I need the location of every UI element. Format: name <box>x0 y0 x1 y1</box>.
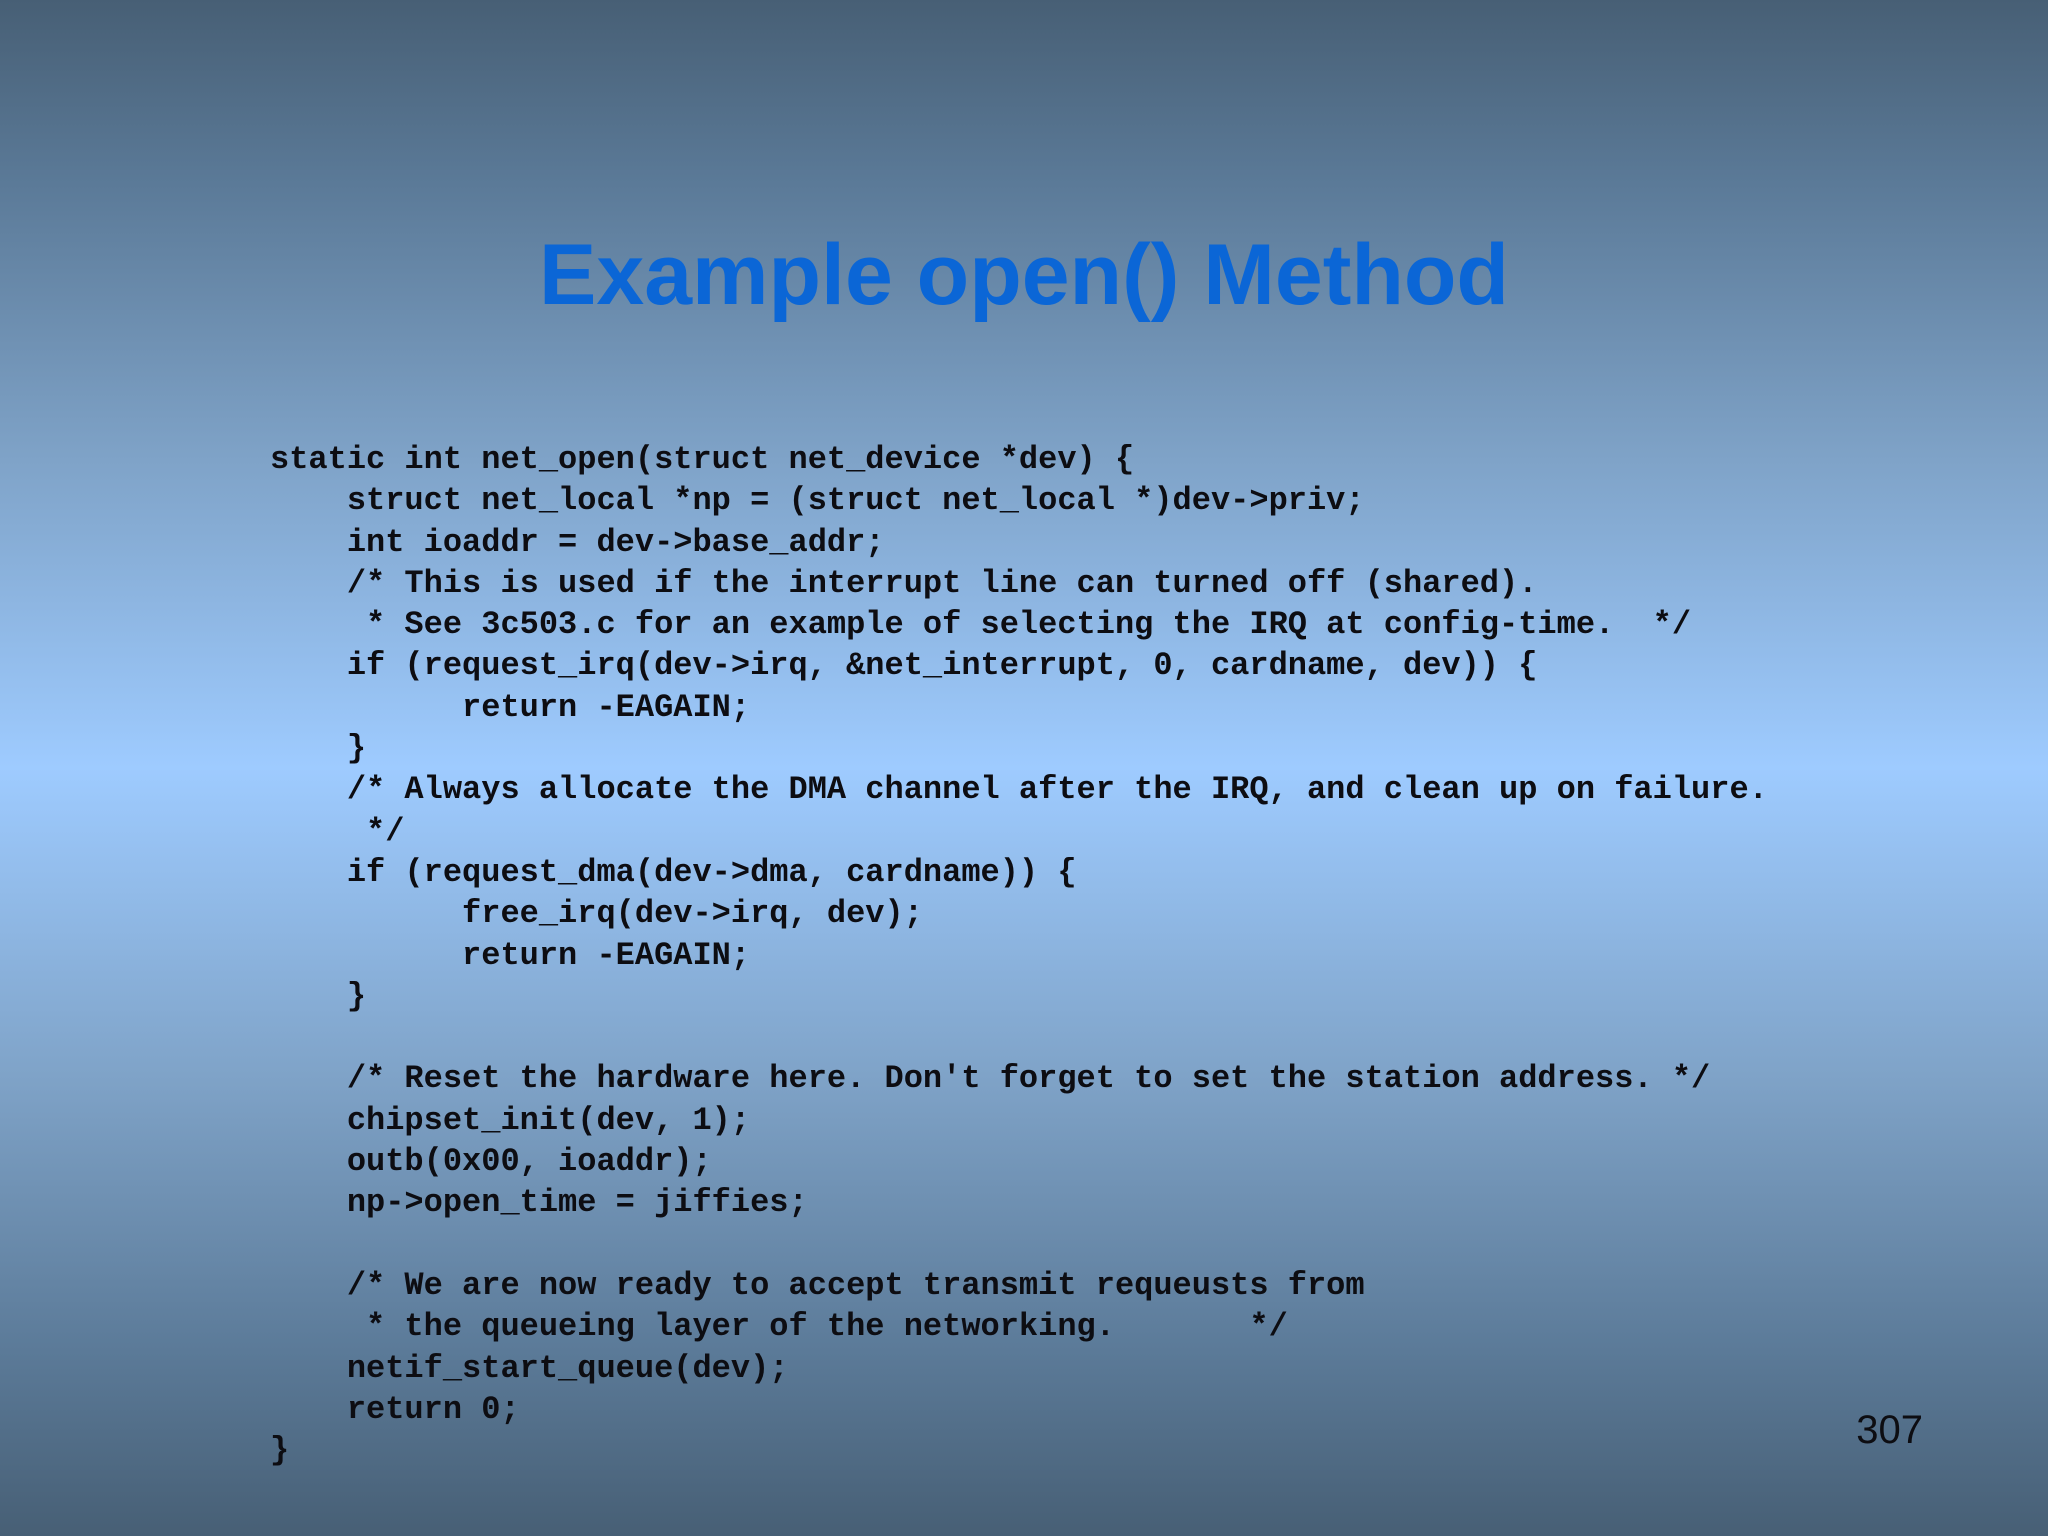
code-line: /* This is used if the interrupt line can turned off (shared). <box>270 564 1538 602</box>
code-line: struct net_local *np = (struct net_local *)dev->priv; <box>270 482 1365 520</box>
code-line: if (request_irq(dev->irq, &net_interrupt, 0, cardname, dev)) { <box>270 647 1538 685</box>
code-line: return -EAGAIN; <box>270 936 751 974</box>
code-line: return 0; <box>270 1390 520 1428</box>
code-line: */ <box>270 812 405 850</box>
code-line: } <box>270 1432 290 1470</box>
slide-title: Example open() Method <box>539 227 1509 323</box>
code-line: } <box>270 730 367 768</box>
code-line: /* Reset the hardware here. Don't forget to set the station address. */ <box>270 1060 1711 1098</box>
code-line: netif_start_queue(dev); <box>270 1349 789 1387</box>
code-line: chipset_init(dev, 1); <box>270 1101 751 1139</box>
code-line: /* We are now ready to accept transmit requeusts from <box>270 1266 1365 1304</box>
code-line: if (request_dma(dev->dma, cardname)) { <box>270 853 1077 891</box>
code-line: * See 3c503.c for an example of selecting the IRQ at config-time. */ <box>270 606 1692 644</box>
code-line: free_irq(dev->irq, dev); <box>270 895 923 933</box>
code-line-blank <box>270 1224 1768 1265</box>
code-block <box>270 439 1768 1471</box>
code-line: return -EAGAIN; <box>270 688 751 726</box>
code-line: np->open_time = jiffies; <box>270 1184 808 1222</box>
code-line: } <box>270 977 367 1015</box>
page-number: 307 <box>1856 1408 1923 1452</box>
code-line: /* Always allocate the DMA channel after the IRQ, and clean up on failure. <box>270 771 1768 809</box>
code-line: int ioaddr = dev->base_addr; <box>270 523 885 561</box>
code-line: static int net_open(struct net_device *dev) { <box>270 441 1135 478</box>
code-line-blank <box>270 1017 1768 1058</box>
code-line: outb(0x00, ioaddr); <box>270 1143 712 1181</box>
code-line: * the queueing layer of the networking. */ <box>270 1308 1288 1346</box>
